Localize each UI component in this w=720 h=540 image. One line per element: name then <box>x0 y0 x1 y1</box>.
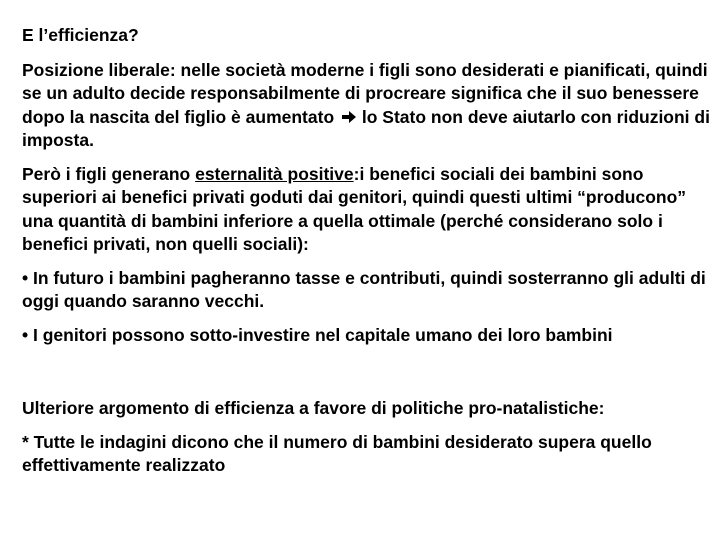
externalities-intro: Però i figli generano <box>22 163 196 184</box>
slide-title: E l’efficienza? <box>22 25 139 45</box>
arrow-right-icon <box>341 108 357 124</box>
spacer <box>22 357 712 397</box>
paragraph-liberal-conclusion: lo Stato non deve aiutarlo con riduzioni di imposta. <box>22 106 710 150</box>
externalities-explanation: :i benefici sociali dei bambini sono superiori ai benefici privati goduti dai genitori, quindi questi ultimi “producono” una quantità di bambini inferiore a quella ottimale (perché considerano solo i benefici privati, non quelli sociali): <box>22 163 687 254</box>
slide-content <box>22 24 712 488</box>
paragraph-liberal-text: Posizione liberale: nelle società moderne i figli sono desiderati e pianificati, quindi se un adulto decide responsabilmente di procreare significa che il suo benessere dopo la nascita del figlio è aumentato <box>22 59 708 127</box>
bullet-underinvestment: • I genitori possono sotto-investire nel capitale umano dei loro bambini <box>22 324 613 345</box>
paragraph-surveys: * Tutte le indagini dicono che il numero di bambini desiderato supera quello effettivamente realizzato <box>22 431 652 475</box>
paragraph-further-argument: Ulteriore argomento di efficienza a favore di politiche pro-natalistiche: <box>22 398 605 418</box>
paragraph-externalities <box>22 163 712 257</box>
paragraph-liberal-position <box>22 59 712 153</box>
bullet-taxes: • In futuro i bambini pagheranno tasse e contributi, quindi sosterranno gli adulti di oggi quando saranno vecchi. <box>22 267 706 311</box>
externalities-term: esternalità positive <box>195 163 354 184</box>
